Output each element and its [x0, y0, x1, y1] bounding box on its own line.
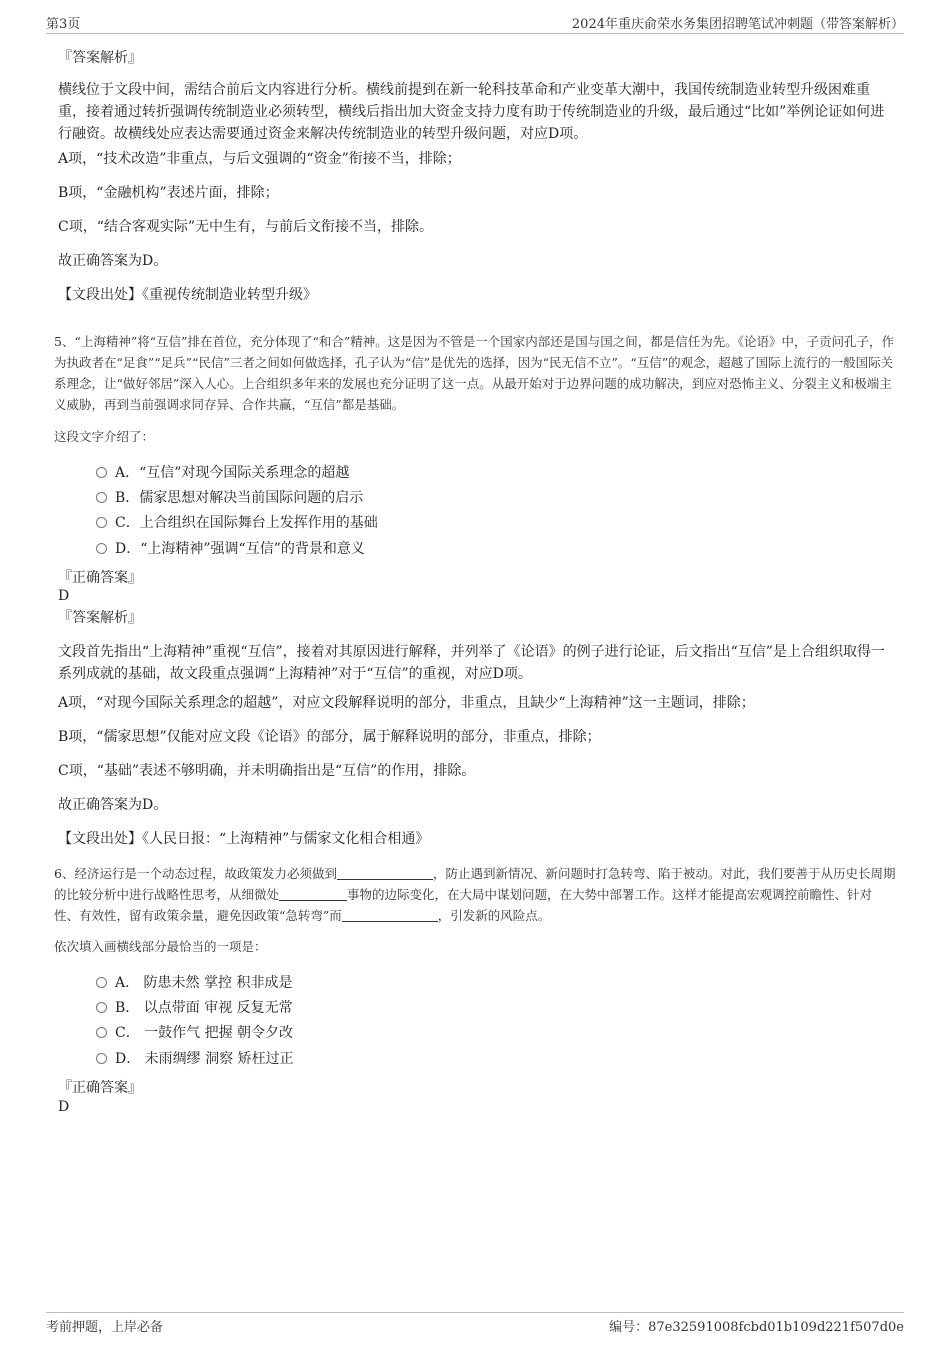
q5-stem: 5、“上海精神”将“互信”排在首位，充分体现了“和合”精神。这是因为不管是一个国家内部还是国与国之间，都是信任为先。《论语》中，子贡问孔子，作为执政者在“足食”“足兵”“民信”三者之间如何做选择，孔子认为“信”是优先的选择，因为“民无信不立”。“互信”的观念，超越了国际上流行的一般国际关系理念，让“做好邻居”深入人心。上合组织多年来的发展也充分证明了这一点。从最开始对于边界问题的成功解决，到应对恐怖主义、分裂主义和极端主义威胁，再到当前强调求同存异、合作共赢，“互信”都是基础。: [54, 334, 895, 412]
radio-icon[interactable]: [96, 543, 107, 554]
q4-source: 【文段出处】《重视传统制造业转型升级》: [58, 287, 317, 303]
document-title: 2024年重庆俞荣水务集团招聘笔试冲刺题（带答案解析）: [571, 17, 904, 32]
radio-icon[interactable]: [96, 517, 107, 528]
q5-prompt: 这段文字介绍了：: [54, 429, 155, 444]
q4-conclusion: 故正确答案为D。: [58, 253, 168, 269]
q6-option-d[interactable]: D． 未雨绸缪 洞察 矫枉过正: [96, 1049, 294, 1069]
q6-stem: 6、经济运行是一个动态过程，故政策发力必须做到 ，防止遇到新情况、新问题时打急转弯、陷于被动。对此，我们要善于从历史长周期的比较分析中进行战略性思考，从细微处 事物的边际变化，在大局中谋划问题，在大势中部署工作。这样才能提高宏观调控前瞻性、针对性、有效性，留有政策余量，避免因政策“急转弯”而 ，引发新的风险点。: [54, 866, 896, 923]
q5-option-a-note: A项，“对现今国际关系理念的超越”，对应文段解释说明的部分，非重点，且缺少“上海精神”这一主题词，排除；: [58, 695, 755, 711]
radio-icon[interactable]: [96, 492, 107, 503]
q6-answer-heading: 『正确答案』: [58, 1080, 142, 1096]
q5-option-b[interactable]: B．儒家思想对解决当前国际问题的启示: [96, 488, 363, 508]
page-footer: [46, 1312, 904, 1335]
q5-analysis-heading: 『答案解析』: [58, 610, 142, 626]
q5-option-c[interactable]: C．上合组织在国际舞台上发挥作用的基础: [96, 513, 378, 533]
q4-option-b-note: B项，“金融机构”表述片面，排除；: [58, 185, 279, 201]
q5-option-b-note: B项，“儒家思想”仅能对应文段《论语》的部分，属于解释说明的部分，非重点，排除；: [58, 729, 601, 745]
footer-slogan: 考前押题，上岸必备: [46, 1320, 164, 1335]
q5-answer-heading: 『正确答案』: [58, 570, 142, 586]
q4-option-c-note: C项，“结合客观实际”无中生有，与前后文衔接不当，排除。: [58, 219, 434, 235]
q6-answer: D: [58, 1099, 70, 1115]
document-id: 编号：87e32591008fcbd01b109d221f507d0e: [609, 1320, 904, 1335]
q5-conclusion: 故正确答案为D。: [58, 797, 168, 813]
q4-analysis-heading: 『答案解析』: [58, 50, 142, 66]
q4-analysis: 横线位于文段中间，需结合前后文内容进行分析。横线前提到在新一轮科技革命和产业变革大潮中，我国传统制造业转型升级困难重重，接着通过转折强调传统制造业必须转型，横线后指出加大资金支持力度有助于传统制造业的升级，最后通过“比如”举例论证如何进行融资。故横线处应表达需要通过资金来解决传统制造业的转型升级问题，对应D项。: [58, 82, 885, 142]
blank-1[interactable]: [337, 865, 433, 880]
q5-option-d[interactable]: D．“上海精神”强调“互信”的背景和意义: [96, 539, 365, 559]
blank-3[interactable]: [342, 907, 438, 922]
q5-source: 【文段出处】《人民日报：“上海精神”与儒家文化相合相通》: [58, 831, 430, 847]
blank-2[interactable]: [279, 886, 347, 901]
radio-icon[interactable]: [96, 1002, 107, 1013]
radio-icon[interactable]: [96, 1053, 107, 1064]
q5-analysis: 文段首先指出“上海精神”重视“互信”，接着对其原因进行解释，并列举了《论语》的例子进行论证，后文指出“互信”是上合组织取得一系列成就的基础，故文段重点强调“上海精神”对于“互信”的重视，对应D项。: [58, 644, 885, 682]
q6-option-a[interactable]: A． 防患未然 掌控 积非成是: [96, 973, 292, 993]
radio-icon[interactable]: [96, 977, 107, 988]
page-number: 第3页: [46, 17, 81, 32]
q5-option-c-note: C项，“基础”表述不够明确，并未明确指出是“互信”的作用，排除。: [58, 763, 476, 779]
page-header: [46, 13, 904, 34]
q6-option-b[interactable]: B． 以点带面 审视 反复无常: [96, 998, 293, 1018]
q4-option-a-note: A项，“技术改造”非重点，与后文强调的“资金”衔接不当，排除；: [58, 151, 461, 167]
q6-option-c[interactable]: C． 一鼓作气 把握 朝令夕改: [96, 1023, 293, 1043]
q6-prompt: 依次填入画横线部分最恰当的一项是：: [54, 939, 267, 954]
q5-option-a[interactable]: A．“互信”对现今国际关系理念的超越: [96, 463, 349, 483]
radio-icon[interactable]: [96, 467, 107, 478]
q5-answer: D: [58, 588, 70, 604]
radio-icon[interactable]: [96, 1027, 107, 1038]
